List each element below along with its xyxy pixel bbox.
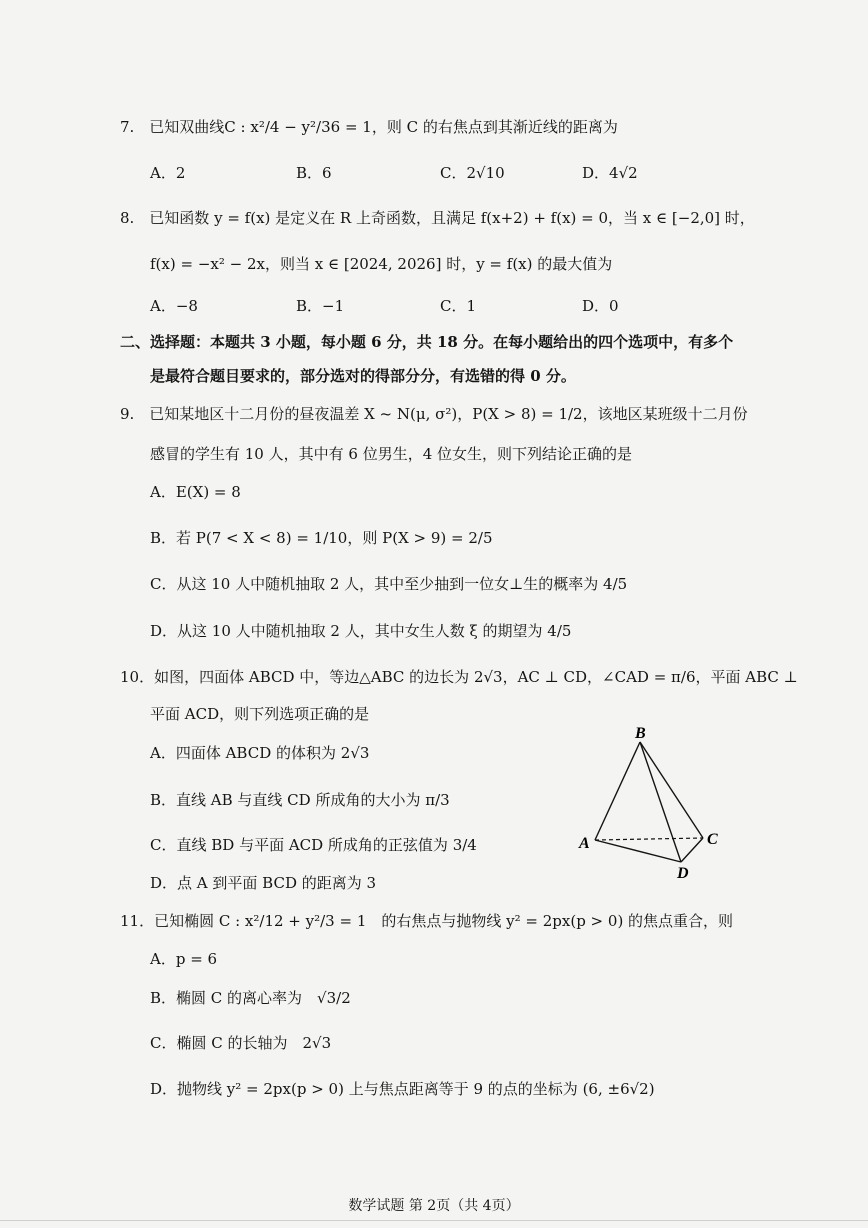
q11-option-a: A．p = 6 [150, 950, 218, 968]
edge-bd [640, 742, 681, 862]
q8-option-c: C．1 [440, 297, 477, 315]
q7-option-a: A．2 [150, 164, 186, 182]
q9-option-b: B．若 P(7 < X < 8) = 1/10，则 P(X > 9) = 2/5 [150, 529, 493, 547]
q9-option-c: C．从这 10 人中随机抽取 2 人，其中至少抽到一位女⊥生的概率为 4/5 [150, 575, 628, 593]
q10-stem-line2: 平面 ACD，则下列选项正确的是 [150, 705, 370, 723]
q9-stem-line1: 9. 已知某地区十二月份的昼夜温差 X ~ N(μ, σ²)，P(X > 8) = 1/2，该地区某班级十二月份 [120, 405, 748, 423]
q7-option-c: C．2√10 [440, 164, 505, 182]
q7-option-d: D．4√2 [582, 164, 638, 182]
page-footer: 数学试题 第 2页（共 4页） [348, 1198, 520, 1214]
vertex-label-d: D [677, 865, 689, 882]
q10-option-c: C．直线 BD 与平面 ACD 所成角的正弦值为 3/4 [150, 836, 477, 854]
q11-stem: 11．已知椭圆 C : x²/12 + y²/3 = 1 的右焦点与抛物线 y² = 2px(p > 0) 的焦点重合，则 [120, 912, 734, 930]
q10-option-a: A．四面体 ABCD 的体积为 2√3 [150, 744, 370, 762]
vertex-label-c: C [707, 831, 718, 848]
q11-option-b: B．椭圆 C 的离心率为 √3/2 [150, 989, 351, 1007]
vertex-label-b: B [635, 725, 646, 742]
q11-option-d: D．抛物线 y² = 2px(p > 0) 上与焦点距离等于 9 的点的坐标为 (6, ±6√2) [150, 1080, 655, 1098]
q8-option-a: A．−8 [150, 297, 198, 315]
q8-stem-line2: f(x) = −x² − 2x，则当 x ∈ [2024, 2026] 时，y = f(x) 的最大值为 [150, 255, 613, 273]
q10-option-d: D．点 A 到平面 BCD 的距离为 3 [150, 874, 377, 892]
tetrahedron-figure [575, 722, 735, 882]
q7-stem: 7. 已知双曲线C : x²/4 − y²/36 = 1，则 C 的右焦点到其渐近线的距离为 [120, 118, 618, 136]
edge-ad [595, 840, 681, 862]
q8-option-d: D．0 [582, 297, 619, 315]
q10-option-b: B．直线 AB 与直线 CD 所成角的大小为 π/3 [150, 791, 450, 809]
edge-bc [640, 742, 703, 838]
q9-stem-line2: 感冒的学生有 10 人，其中有 6 位男生，4 位女生，则下列结论正确的是 [150, 445, 633, 463]
q8-stem-line1: 8. 已知函数 y = f(x) 是定义在 R 上奇函数，且满足 f(x+2) + f(x) = 0，当 x ∈ [−2,0] 时， [120, 209, 755, 227]
vertex-label-a: A [579, 835, 590, 852]
q7-option-b: B．6 [296, 164, 332, 182]
section2-line2: 是最符合题目要求的，部分选对的得部分分，有选错的得 0 分。 [150, 367, 576, 385]
q11-option-c: C．椭圆 C 的长轴为 2√3 [150, 1034, 332, 1052]
edge-ac-hidden [595, 838, 703, 840]
edge-cd [681, 838, 703, 862]
q8-option-b: B．−1 [296, 297, 345, 315]
edge-ab [595, 742, 640, 840]
footer-divider [0, 1220, 868, 1221]
section2-line1: 二、选择题：本题共 3 小题，每小题 6 分，共 18 分。在每小题给出的四个选项中，有多个 [120, 333, 734, 351]
q9-option-d: D．从这 10 人中随机抽取 2 人，其中女生人数 ξ 的期望为 4/5 [150, 622, 572, 640]
q10-stem-line1: 10．如图，四面体 ABCD 中，等边△ABC 的边长为 2√3，AC ⊥ CD，∠CAD = π/6，平面 ABC ⊥ [120, 668, 798, 686]
q9-option-a: A．E(X) = 8 [150, 483, 241, 501]
